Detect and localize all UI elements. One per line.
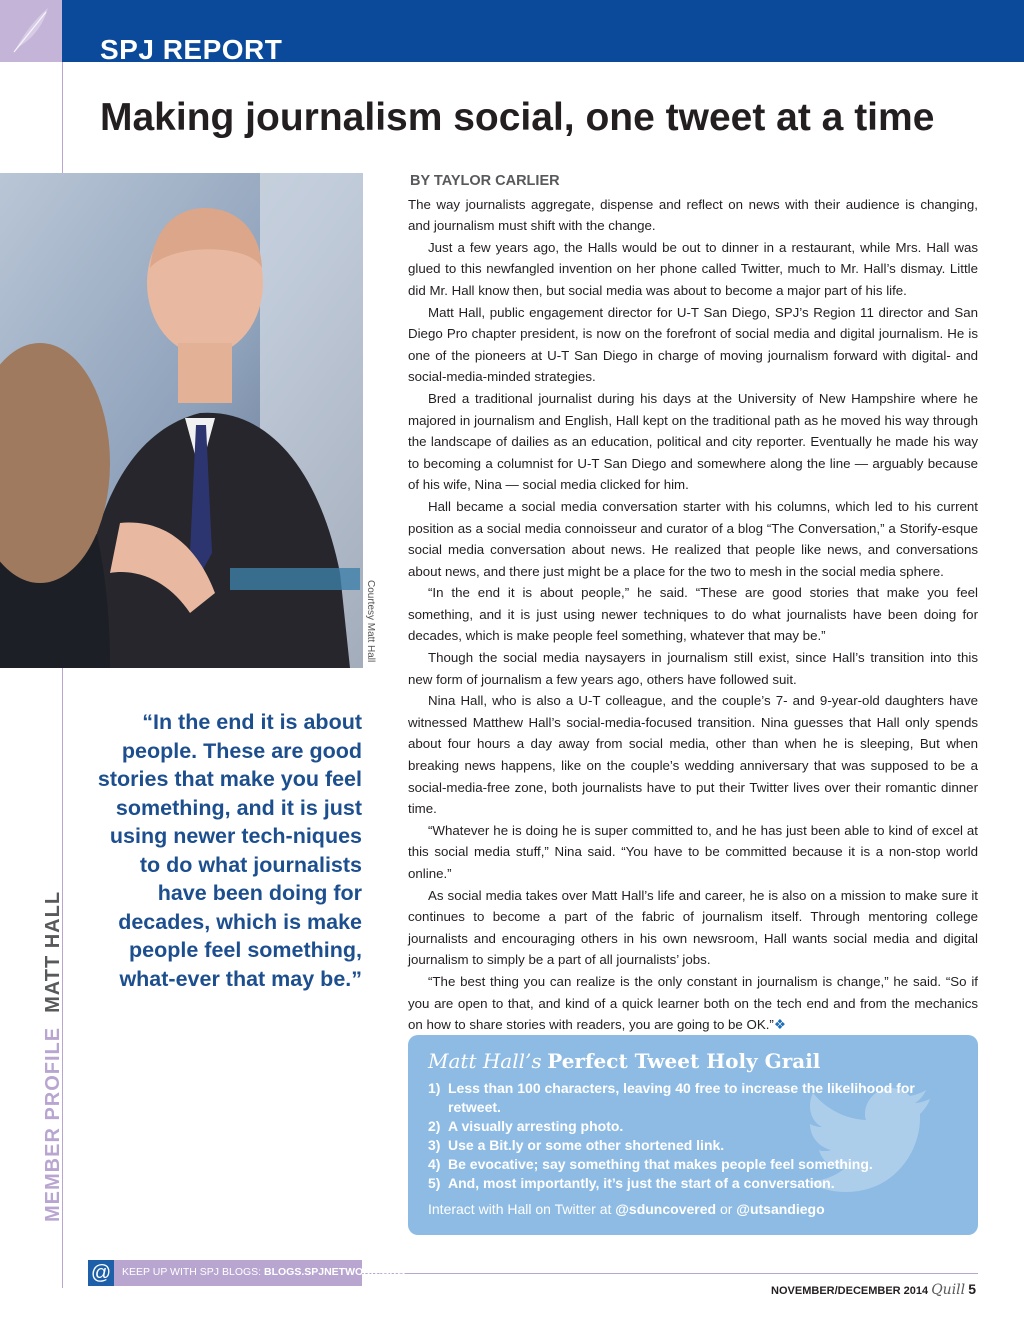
paragraph: Just a few years ago, the Halls would be out to dinner in a restaurant, while Mrs. Hall was glued to this newfangled invention on her phone called Twitter, much to Mr. Hall’s dismay. Little did Mr. Hall know then, but social media was about to become a major part of his life.: [408, 239, 978, 298]
page-folio: [771, 1281, 976, 1298]
sidebar-title-script: Matt Hall’s: [428, 1049, 542, 1073]
portrait-photo: [0, 173, 363, 668]
paragraph: Hall became a social media conversation starter with his columns, which led to his current position as a social media connoisseur and curator of a blog “The Conversation,” a Storify-esque social media conversation about news. He realized that people like news, and conversations about news, and there just might be a place for the two to mesh in the social media sphere.: [408, 498, 978, 579]
feather-icon: [0, 0, 62, 62]
byline: BY TAYLOR CARLIER: [410, 173, 560, 189]
paragraph: “In the end it is about people,” he said. “These are good stories that make you feel something, and it is just using newer techniques to do what journalists have been doing for decades, which is make people feel something, whatever that may be.”: [408, 585, 978, 644]
paragraph: The way journalists aggregate, dispense and reflect on news with their audience is changing, and journalism must shift with the change.: [408, 196, 978, 234]
issue-date: NOVEMBER/DECEMBER 2014: [771, 1285, 929, 1297]
vertical-rule: [62, 62, 63, 174]
tips-sidebar: [408, 1035, 978, 1235]
paragraph: Bred a traditional journalist during his days at the University of New Hampshire where he majored in journalism and English, Hall kept on the traditional path as he moved his way through the landscape of dailies as an education, political and city reporter. Eventually he made his way to becoming a columnist for U-T San Diego and somewhere along the line — arguably because of his wife, Nina — social media clicked for him.: [408, 390, 978, 493]
twitter-handle-link[interactable]: @utsandiego: [736, 1201, 825, 1217]
page-number: 5: [968, 1281, 976, 1297]
paragraph: Nina Hall, who is also a U-T colleague, and the couple’s 7- and 9-year-old daughters have witnessed Matthew Hall’s social-media-focused transition. Nina guesses that Hall only spends about four hours a day away from social media, other than when he is sleeping, But when breaking news happens, like on the couple’s wedding anniversary that was supposed to be a social-media-free zone, both journalists have to put their Twitter lives over their romantic dinner time.: [408, 693, 978, 817]
profile-name-label: MATT HALL: [42, 890, 64, 1013]
paragraph: Though the social media naysayers in journalism still exist, since Hall’s transition into this new form of journalism a few years ago, others have followed suit.: [408, 650, 978, 687]
blog-promo: KEEP UP WITH SPJ BLOGS: BLOGS.SPJNETWORK.ORG: [122, 1266, 406, 1278]
category-label: MEMBER PROFILE: [42, 1026, 64, 1222]
sidebar-title: [428, 1049, 820, 1074]
paragraph-last: [408, 971, 978, 1036]
section-label: SPJ REPORT: [100, 34, 283, 65]
tips-list: [428, 1079, 938, 1193]
side-label: [42, 890, 72, 1222]
sidebar-title-bold: Perfect Tweet Holy Grail: [547, 1049, 821, 1073]
list-item: 5) And, most importantly, it’s just the start of a conversation.: [428, 1175, 835, 1191]
paragraph: Matt Hall, public engagement director for U-T San Diego, SPJ’s Region 11 director and San Diego Pro chapter president, is now on the forefront of social media and digital journalism. He is one of the pioneers at U-T San Diego in charge of moving journalism forward with digital- and social-media-minded strategies.: [408, 304, 978, 385]
list-item: 4) Be evocative; say something that makes people feel something.: [428, 1156, 873, 1172]
list-item: 3) Use a Bit.ly or some other shortened link.: [428, 1137, 725, 1153]
footer-rule: [362, 1273, 978, 1274]
sidebar-footer: Interact with Hall on Twitter at @sduncovered or @utsandiego: [428, 1201, 825, 1217]
twitter-handle-link[interactable]: @sduncovered: [615, 1201, 717, 1217]
magazine-name: Quill: [931, 1282, 966, 1298]
article-body: [408, 171, 978, 1036]
photo-credit: Courtesy Matt Hall: [365, 580, 376, 663]
at-sign-icon: @: [88, 1260, 114, 1286]
list-item: 1) Less than 100 characters, leaving 40 free to increase the likelihood for retweet.: [428, 1080, 915, 1115]
end-mark-icon: ❖: [773, 1017, 786, 1033]
article-title: Making journalism social, one tweet at a time: [100, 96, 935, 139]
paragraph: As social media takes over Matt Hall’s life and career, he is also on a mission to make sure it continues to become a part of the fabric of journalism itself. Through mentoring college journalists and encouraging others in his own newsroom, Hall wants social media and digital journalism to simply be a part of all journalists’ jobs.: [408, 887, 978, 968]
paragraph-text: “The best thing you can realize is the only constant in journalism is change,” he said. “So if you are open to that, and kind of a quick learner both on the tech end and from the mechanics on how to share stories with readers, you are going to be OK.”: [408, 973, 978, 1033]
paragraph: “Whatever he is doing he is super committed to, and he has just been able to kind of excel at this social media stuff,” Nina said. “You have to be committed because it is a non-stop world online.”: [408, 822, 978, 881]
pull-quote: “In the end it is about people. These are good stories that make you feel something, and it is just using newer tech-niques to do what journalists have been doing for decades, which is make people feel something, what-ever that may be.”: [97, 710, 362, 991]
blog-link[interactable]: BLOGS.SPJNETWORK.ORG: [264, 1266, 406, 1278]
list-item: 2) A visually arresting photo.: [428, 1118, 624, 1134]
